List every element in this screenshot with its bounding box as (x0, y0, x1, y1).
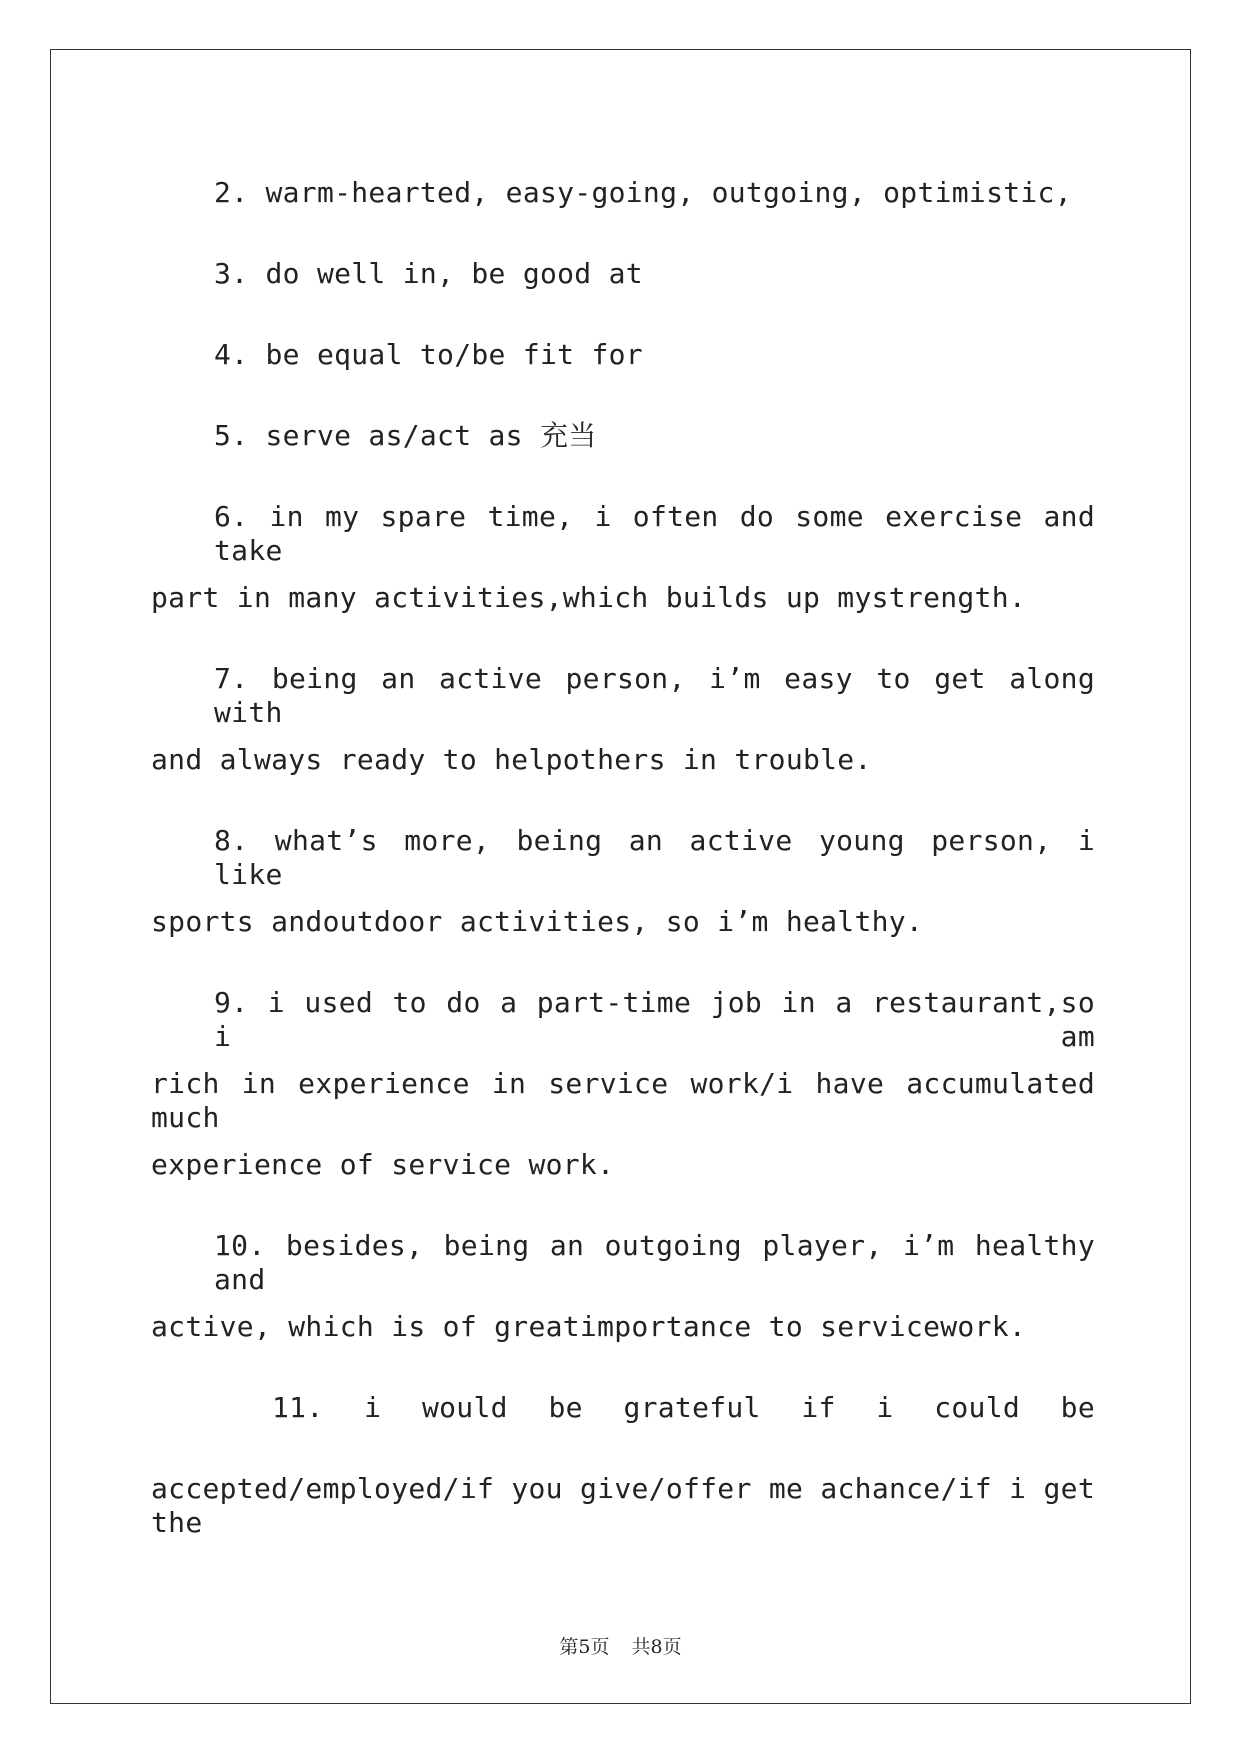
text-line: 4. be equal to/be fit for (214, 338, 643, 371)
text-line: and always ready to helpothers in trouble. (151, 743, 872, 776)
text-line: 6. in my spare time, i often do some exercise and take (214, 500, 1095, 567)
text-line: 8. what’s more, being an active young person, i like (214, 824, 1095, 891)
text-line: 9. i used to do a part-time job in a restaurant,so i am (214, 986, 1095, 1053)
text-line: part in many activities,which builds up mystrength. (151, 581, 1027, 614)
text-line: 3. do well in, be good at (214, 257, 643, 290)
text-line: experience of service work. (151, 1148, 615, 1181)
page-number-current: 第5页 (559, 1636, 610, 1658)
text-line: 2. warm-hearted, easy-going, outgoing, optimistic, (214, 176, 1072, 209)
text-line: sports andoutdoor activities, so i’m healthy. (151, 905, 924, 938)
text-line: 7. being an active person, i’m easy to get along with (214, 662, 1095, 729)
page-number-total: 共8页 (631, 1636, 682, 1658)
page-footer (0, 1632, 1241, 1659)
text-line: active, which is of greatimportance to servicework. (151, 1310, 1027, 1343)
text-line: accepted/employed/if you give/offer me achance/if i get the (151, 1472, 1095, 1539)
text-line: 11. i would be grateful if i could be (272, 1391, 1095, 1424)
text-line: 5. serve as/act as 充当 (214, 419, 597, 452)
text-line: 10. besides, being an outgoing player, i’m healthy and (214, 1229, 1095, 1296)
text-line: rich in experience in service work/i have accumulated much (151, 1067, 1095, 1134)
